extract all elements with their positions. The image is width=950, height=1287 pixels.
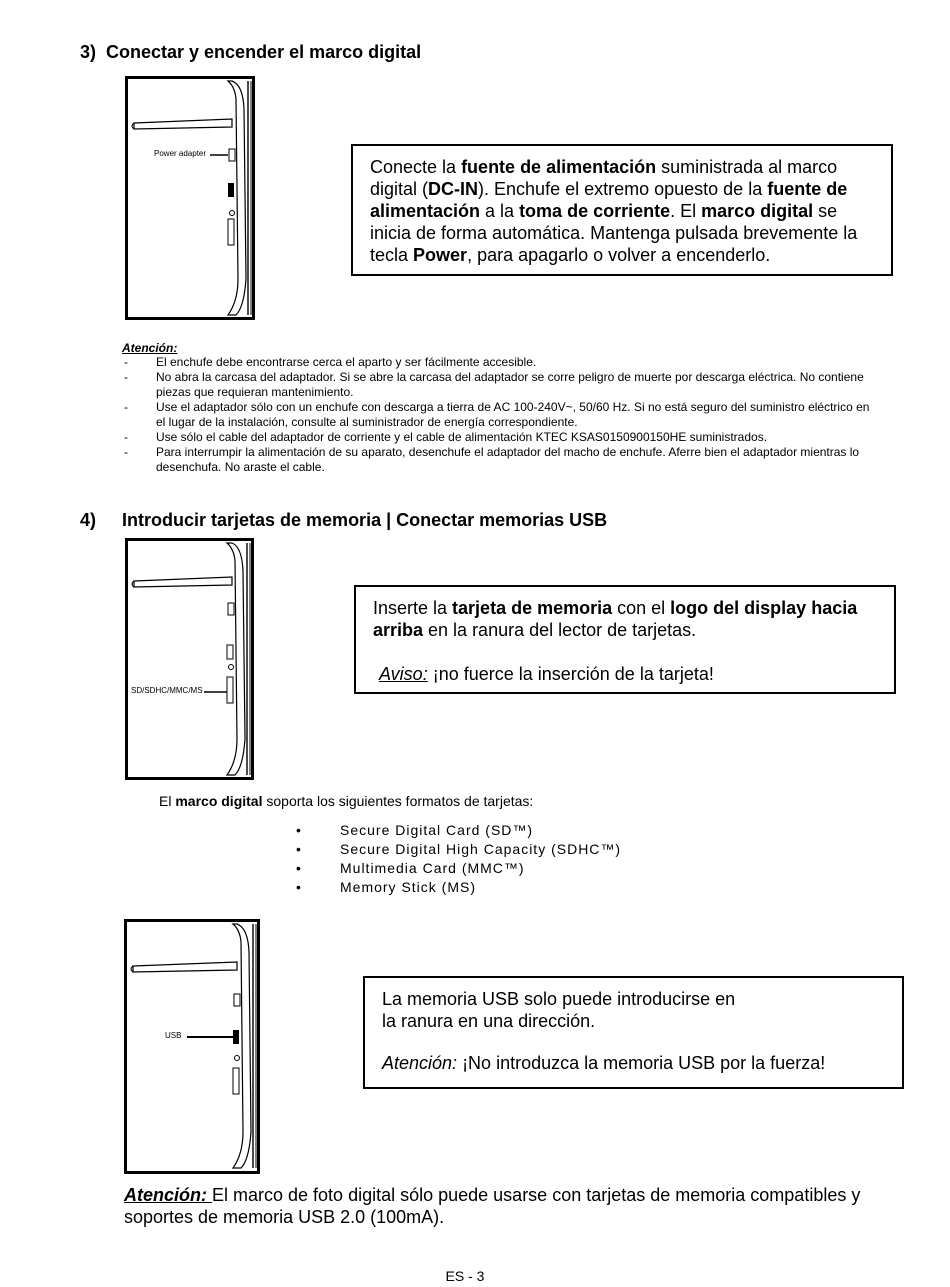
bold-text: toma de corriente [519, 201, 671, 221]
attention-item-text: Use sólo el cable del adaptador de corriente y el cable de alimentación KTEC KSAS0150900150HE suministrados. [156, 430, 768, 444]
attention-block [122, 341, 882, 475]
list-item: • Secure Digital Card (SD™) [296, 822, 534, 838]
attention-item: - El enchufe debe encontrarse cerca el aparto y ser fácilmente accesible. [124, 355, 537, 369]
attention-title: Atención: [122, 341, 178, 355]
section-4-heading: Introducir tarjetas de memoria | Conectar memorias USB [122, 510, 608, 530]
format-text: Memory Stick (MS) [340, 879, 476, 895]
warning-label: Atención: [382, 1053, 458, 1073]
format-text: Multimedia Card (MMC™) [340, 860, 525, 876]
attention-item: - Use el adaptador sólo con un enchufe con descarga a tierra de AC 100-240V~, 50/60 Hz. Si no está seguro del suministro eléctrico en el lugar de la instalación, consulte al suministrador de energía correspondiente. [124, 400, 870, 429]
attention-item: - Para interrumpir la alimentación de su aparato, desenchufe el adaptador del macho de enchufe. Aferre bien el adaptador mientras lo desenchufa. No araste el cable. [124, 445, 860, 474]
text: ). Enchufe el extremo opuesto de la [478, 179, 768, 199]
warning-label: Aviso: [379, 664, 428, 684]
section-3-heading: 3) Conectar y encender el marco digital [80, 42, 422, 62]
list-item: • Secure Digital High Capacity (SDHC™) [296, 841, 622, 857]
attention-item-text: El enchufe debe encontrarse cerca el aparto y ser fácilmente accesible. [156, 355, 537, 369]
warning-text: ¡No introduzca la memoria USB por la fuerza! [457, 1053, 826, 1073]
text: Conecte la [370, 157, 462, 177]
bold-text: logo del display hacia arriba [373, 598, 858, 640]
text: El [159, 793, 176, 809]
text: . El [670, 201, 702, 221]
bold-text: marco digital [701, 201, 814, 221]
attention-item-text: No abra la carcasa del adaptador. Si se abre la carcasa del adaptador se corre peligro de muerte por descarga eléctrica. No contiene piezas que requieran mantenimiento. [156, 370, 864, 399]
section-4-number: 4) [80, 510, 97, 530]
card-instructions-text [373, 597, 878, 641]
list-item: • Memory Stick (MS) [296, 879, 476, 895]
bold-text: fuente de alimentación [461, 157, 657, 177]
final-note-text: El marco de foto digital sólo puede usarse con tarjetas de memoria compatibles y soportes de memoria USB 2.0 (100mA). [124, 1185, 861, 1227]
text: se inicia de forma automática. Mantenga pulsada brevemente la tecla [370, 201, 858, 265]
card-instructions-box [354, 585, 896, 694]
text: con el [612, 598, 671, 618]
bold-text: fuente de alimentación [370, 179, 848, 221]
power-instructions-box [351, 144, 893, 276]
power-adapter-label: Power adapter [154, 149, 207, 158]
device-side-illustration [128, 79, 252, 317]
device-figure-usb [124, 919, 260, 1174]
final-note-label: Atención: [124, 1185, 212, 1205]
usb-text-line: la ranura en una dirección. [382, 1011, 596, 1031]
text: a la [480, 201, 520, 221]
text: suministrada al marco digital ( [370, 157, 838, 199]
bold-text: Power [413, 245, 468, 265]
attention-item-text: Para interrumpir la alimentación de su aparato, desenchufe el adaptador del macho de enchufe. Aferre bien el adaptador mientras lo desenchufa. No araste el cable. [156, 445, 860, 474]
device-side-illustration [127, 922, 257, 1171]
page-number: ES - 3 [445, 1268, 485, 1284]
bold-text: marco digital [175, 793, 263, 809]
text: en la ranura del lector de tarjetas. [423, 620, 697, 640]
usb-text-line: La memoria USB solo puede introducirse en [382, 989, 736, 1009]
device-figure-card [125, 538, 254, 780]
bold-text: tarjeta de memoria [452, 598, 613, 618]
final-note [124, 1184, 914, 1228]
card-warning [373, 663, 878, 685]
device-figure-power [125, 76, 255, 320]
format-text: Secure Digital Card (SD™) [340, 822, 534, 838]
supported-formats-intro [159, 793, 533, 809]
bold-text: DC-IN [428, 179, 479, 199]
device-side-illustration [128, 541, 251, 777]
text: Inserte la [373, 598, 453, 618]
warning-text: ¡no fuerce la inserción de la tarjeta! [427, 664, 714, 684]
format-text: Secure Digital High Capacity (SDHC™) [340, 841, 622, 857]
usb-warning [382, 1052, 886, 1074]
list-item: • Multimedia Card (MMC™) [296, 860, 525, 876]
attention-item: - No abra la carcasa del adaptador. Si se abre la carcasa del adaptador se corre peligro de muerte por descarga eléctrica. No contiene piezas que requieran mantenimiento. [124, 370, 864, 399]
card-slot-label: SD/SDHC/MMC/MS [131, 686, 203, 695]
attention-list [122, 355, 882, 475]
usb-instructions-box [363, 976, 904, 1089]
attention-item: - Use sólo el cable del adaptador de corriente y el cable de alimentación KTEC KSAS0150900150HE suministrados. [124, 430, 768, 444]
text: , para apagarlo o volver a encenderlo. [467, 245, 771, 265]
text: soporta los siguientes formatos de tarjetas: [262, 793, 534, 809]
attention-item-text: Use el adaptador sólo con un enchufe con descarga a tierra de AC 100-240V~, 50/60 Hz. Si no está seguro del suministro eléctrico en el lugar de la instalación, consulte al suministrador de energía correspondiente. [156, 400, 870, 429]
usb-port-label: USB [165, 1031, 182, 1040]
formats-list [296, 821, 621, 897]
